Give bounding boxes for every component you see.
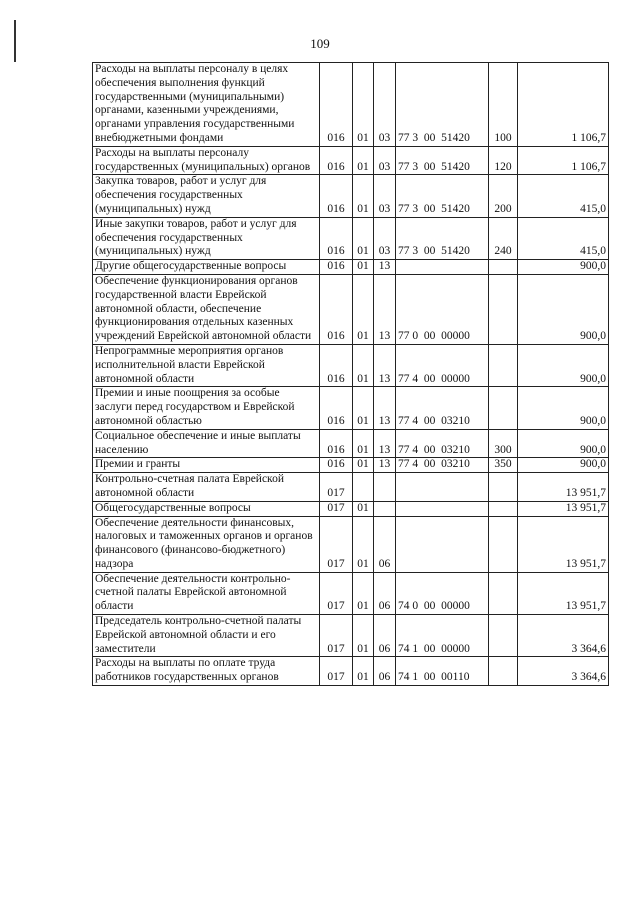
pr-code: 03	[374, 175, 396, 217]
pr-code: 06	[374, 572, 396, 614]
row-name: Премии и гранты	[93, 458, 320, 473]
table-row	[93, 429, 609, 458]
ved-code: 016	[320, 344, 353, 386]
row-name: Социальное обеспечение и иные выплаты населению	[93, 429, 320, 458]
table-row	[93, 473, 609, 502]
table-row	[93, 458, 609, 473]
sum-value: 415,0	[518, 217, 609, 259]
vr-code: 300	[489, 429, 518, 458]
csr-code: 77 3 00 51420	[396, 146, 489, 175]
rz-code: 01	[353, 274, 374, 344]
page-number: 109	[310, 36, 330, 51]
vr-code	[489, 473, 518, 502]
ved-code: 016	[320, 387, 353, 429]
ved-code: 016	[320, 458, 353, 473]
rz-code: 01	[353, 344, 374, 386]
ved-code: 016	[320, 146, 353, 175]
sum-value: 13 951,7	[518, 473, 609, 502]
table-row	[93, 63, 609, 147]
row-name: Закупка товаров, работ и услуг для обеспечения государственных (муниципальных) нужд	[93, 175, 320, 217]
sum-value: 900,0	[518, 344, 609, 386]
rz-code: 01	[353, 572, 374, 614]
vr-code	[489, 615, 518, 657]
table-row	[93, 615, 609, 657]
rz-code: 01	[353, 657, 374, 686]
pr-code: 03	[374, 63, 396, 147]
row-name: Иные закупки товаров, работ и услуг для обеспечения государственных (муниципальных) нужд	[93, 217, 320, 259]
rz-code: 01	[353, 175, 374, 217]
budget-table	[92, 62, 609, 686]
row-name: Обеспечение деятельности финансовых, налоговых и таможенных органов и органов финансового (финансово-бюджетного) надзора	[93, 516, 320, 572]
rz-code: 01	[353, 217, 374, 259]
pr-code: 13	[374, 344, 396, 386]
rz-code: 01	[353, 387, 374, 429]
table-row	[93, 344, 609, 386]
sum-value: 13 951,7	[518, 516, 609, 572]
csr-code: 77 4 00 00000	[396, 344, 489, 386]
rz-code: 01	[353, 501, 374, 516]
vr-code: 240	[489, 217, 518, 259]
row-name: Непрограммные мероприятия органов исполнительной власти Еврейской автономной области	[93, 344, 320, 386]
table-row	[93, 217, 609, 259]
pr-code: 06	[374, 657, 396, 686]
pr-code: 13	[374, 274, 396, 344]
row-name: Другие общегосударственные вопросы	[93, 260, 320, 275]
sum-value: 415,0	[518, 175, 609, 217]
csr-code: 74 0 00 00000	[396, 572, 489, 614]
table-row	[93, 387, 609, 429]
csr-code: 77 3 00 51420	[396, 175, 489, 217]
ved-code: 017	[320, 501, 353, 516]
ved-code: 017	[320, 615, 353, 657]
rz-code: 01	[353, 63, 374, 147]
sum-value: 13 951,7	[518, 572, 609, 614]
rz-code: 01	[353, 146, 374, 175]
vr-code: 120	[489, 146, 518, 175]
csr-code: 77 4 00 03210	[396, 387, 489, 429]
row-name: Контрольно-счетная палата Еврейской автономной области	[93, 473, 320, 502]
row-name: Расходы на выплаты персоналу государственных (муниципальных) органов	[93, 146, 320, 175]
pr-code: 06	[374, 516, 396, 572]
table-row	[93, 657, 609, 686]
table-row	[93, 572, 609, 614]
vr-code	[489, 501, 518, 516]
csr-code	[396, 501, 489, 516]
vr-code	[489, 657, 518, 686]
rz-code: 01	[353, 516, 374, 572]
row-name: Расходы на выплаты по оплате труда работников государственных органов	[93, 657, 320, 686]
row-name: Премии и иные поощрения за особые заслуги перед государством и Еврейской автономной областью	[93, 387, 320, 429]
pr-code: 03	[374, 146, 396, 175]
csr-code: 77 4 00 03210	[396, 429, 489, 458]
vr-code: 200	[489, 175, 518, 217]
rz-code: 01	[353, 458, 374, 473]
csr-code: 77 3 00 51420	[396, 63, 489, 147]
vr-code	[489, 260, 518, 275]
row-name: Расходы на выплаты персоналу в целях обеспечения выполнения функций государственными (муниципальными) органами, казенными учреждениями, органами управления государственными внебюджетными фондами	[93, 63, 320, 147]
pr-code: 03	[374, 217, 396, 259]
pr-code: 13	[374, 260, 396, 275]
sum-value: 900,0	[518, 429, 609, 458]
csr-code: 77 0 00 00000	[396, 274, 489, 344]
ved-code: 016	[320, 260, 353, 275]
rz-code: 01	[353, 429, 374, 458]
pr-code	[374, 501, 396, 516]
pr-code	[374, 473, 396, 502]
rz-code: 01	[353, 260, 374, 275]
row-name: Общегосударственные вопросы	[93, 501, 320, 516]
csr-code: 77 4 00 03210	[396, 458, 489, 473]
rz-code: 01	[353, 615, 374, 657]
ved-code: 016	[320, 217, 353, 259]
sum-value: 900,0	[518, 387, 609, 429]
table-row	[93, 274, 609, 344]
pr-code: 13	[374, 387, 396, 429]
ved-code: 017	[320, 516, 353, 572]
csr-code	[396, 516, 489, 572]
vr-code	[489, 274, 518, 344]
csr-code	[396, 473, 489, 502]
pr-code: 06	[374, 615, 396, 657]
vr-code: 100	[489, 63, 518, 147]
csr-code: 74 1 00 00000	[396, 615, 489, 657]
pr-code: 13	[374, 429, 396, 458]
table-row	[93, 146, 609, 175]
sum-value: 900,0	[518, 260, 609, 275]
vr-code	[489, 344, 518, 386]
table-row	[93, 260, 609, 275]
vr-code	[489, 516, 518, 572]
ved-code: 016	[320, 63, 353, 147]
csr-code: 77 3 00 51420	[396, 217, 489, 259]
row-name: Обеспечение деятельности контрольно-счетной палаты Еврейской автономной области	[93, 572, 320, 614]
table-row	[93, 516, 609, 572]
ved-code: 017	[320, 657, 353, 686]
budget-table-body	[93, 63, 609, 686]
sum-value: 3 364,6	[518, 615, 609, 657]
vr-code: 350	[489, 458, 518, 473]
vr-code	[489, 572, 518, 614]
table-row	[93, 501, 609, 516]
sum-value: 900,0	[518, 458, 609, 473]
csr-code: 74 1 00 00110	[396, 657, 489, 686]
sum-value: 1 106,7	[518, 63, 609, 147]
ved-code: 016	[320, 175, 353, 217]
csr-code	[396, 260, 489, 275]
ved-code: 017	[320, 473, 353, 502]
ved-code: 016	[320, 429, 353, 458]
sum-value: 900,0	[518, 274, 609, 344]
sum-value: 1 106,7	[518, 146, 609, 175]
rz-code	[353, 473, 374, 502]
pr-code: 13	[374, 458, 396, 473]
sum-value: 13 951,7	[518, 501, 609, 516]
sum-value: 3 364,6	[518, 657, 609, 686]
table-row	[93, 175, 609, 217]
ved-code: 016	[320, 274, 353, 344]
vr-code	[489, 387, 518, 429]
row-name: Председатель контрольно-счетной палаты Еврейской автономной области и его заместители	[93, 615, 320, 657]
ved-code: 017	[320, 572, 353, 614]
row-name: Обеспечение функционирования органов государственной власти Еврейской автономной области, обеспечение функционирования отдельных казенных учреждений Еврейской автономной области	[93, 274, 320, 344]
